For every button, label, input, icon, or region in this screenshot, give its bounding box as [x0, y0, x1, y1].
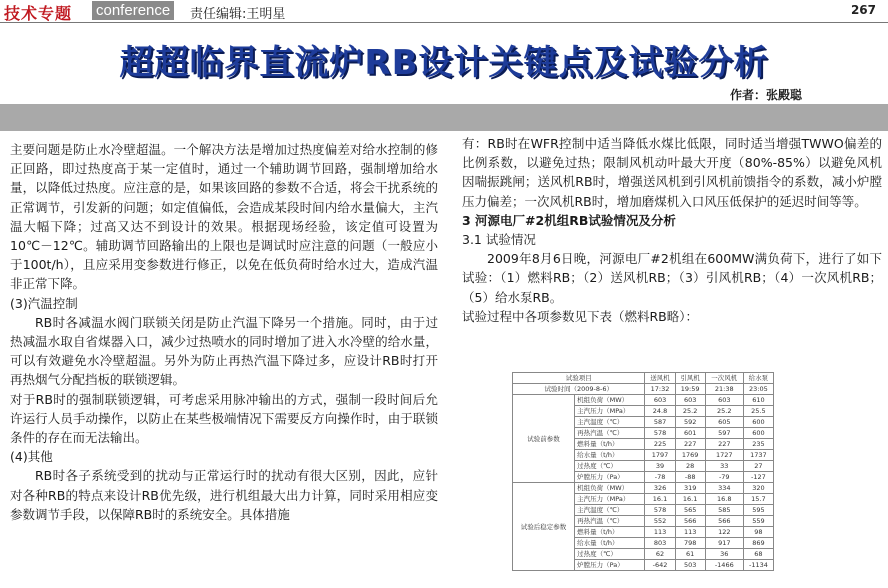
table-cell: 25.5: [743, 406, 773, 417]
paragraph: 对于RB时的强制联锁逻辑，可考虑采用脉冲输出的方式，强制一段时间后允许运行人员手动操作，以防止在某些极端情况下需要反方向操作时，由于联锁条件的存在而无法输出。: [10, 391, 438, 446]
table-cell: 603: [645, 395, 675, 406]
article-title: 超超临界直流炉RB设计关键点及试验分析: [119, 43, 769, 83]
table-cell: 燃料量（t/h）: [575, 527, 645, 538]
table-cell: 603: [705, 395, 743, 406]
table-cell: 61: [675, 549, 705, 560]
table-cell: 一次风机: [705, 373, 743, 384]
table-cell: 39: [645, 461, 675, 472]
paragraph: 有：RB时在WFR控制中适当降低水煤比低限，同时适当增强TWWO偏差的比例系数，以避免过热；限制风机动叶最大开度（80%-85%）以避免风机因喘振跳闸；送风机RB时，增强送风机到引风机前馈指令的系数，减小炉膛压力偏差；一次风机RB时，增加磨煤机入口风压低保护的延迟时间等等。: [462, 136, 882, 209]
table-cell: 21:38: [705, 384, 743, 395]
table-cell: 33: [705, 461, 743, 472]
subheading: (4)其他: [10, 449, 53, 465]
parameter-table-figure: [512, 372, 774, 584]
table-cell: 869: [743, 538, 773, 549]
table-cell: 机组负荷（MW）: [575, 483, 645, 494]
table-cell: 主汽温度（℃）: [575, 505, 645, 516]
table-cell: 1797: [645, 450, 675, 461]
table-cell: 62: [645, 549, 675, 560]
running-header: [0, 0, 888, 23]
section-heading: 3 河源电厂#2机组RB试验情况及分析: [462, 212, 676, 228]
table-cell: 炉膛压力（Pa）: [575, 560, 645, 571]
table-cell: 600: [743, 428, 773, 439]
table-cell: 引风机: [675, 373, 705, 384]
table-cell: 334: [705, 483, 743, 494]
table-cell: 585: [705, 505, 743, 516]
table-cell: 送风机: [645, 373, 675, 384]
column-brand: 技术专题: [4, 4, 73, 23]
table-cell: -79: [705, 472, 743, 483]
table-cell: 试验时间（2009-8-6）: [513, 384, 645, 395]
table-cell: 16.8: [705, 494, 743, 505]
table-cell: 610: [743, 395, 773, 406]
table-cell: 16.1: [675, 494, 705, 505]
table-cell: 605: [705, 417, 743, 428]
table-cell: 25.2: [675, 406, 705, 417]
table-cell: 565: [675, 505, 705, 516]
table-cell: 552: [645, 516, 675, 527]
table-cell: 给水量（t/h）: [575, 538, 645, 549]
table-cell: 597: [705, 428, 743, 439]
table-cell: 再热汽温（℃）: [575, 516, 645, 527]
paragraph: 试验过程中各项参数见下表（燃料RB略）：: [462, 308, 699, 324]
table-cell: 过热度（℃）: [575, 461, 645, 472]
table-cell: 122: [705, 527, 743, 538]
table-cell: 68: [743, 549, 773, 560]
table-cell: 17:32: [645, 384, 675, 395]
table-cell: 25.2: [705, 406, 743, 417]
table-cell: 主汽温度（℃）: [575, 417, 645, 428]
table-cell: 227: [705, 439, 743, 450]
table-row: [513, 384, 774, 395]
paragraph: RB时各子系统受到的扰动与正常运行时的扰动有很大区别，因此，应针对各种RB的特点来设计RB优先级，进行机组最大出力计算，同时采用相应变参数调节手段，以保障RB时的系统安全。具体措施: [10, 468, 438, 522]
table-cell: 592: [675, 417, 705, 428]
table-cell: 15.7: [743, 494, 773, 505]
table-cell: 503: [675, 560, 705, 571]
table-cell: 36: [705, 549, 743, 560]
table-cell: 566: [705, 516, 743, 527]
subheading: (3)汽温控制: [10, 295, 78, 311]
table-cell: 16.1: [645, 494, 675, 505]
table-row: [513, 373, 774, 384]
parameter-table: [512, 372, 774, 571]
left-column: [10, 140, 438, 524]
table-cell: 227: [675, 439, 705, 450]
table-cell: 600: [743, 417, 773, 428]
table-cell: 587: [645, 417, 675, 428]
page-number: 267: [850, 3, 876, 17]
table-cell: 326: [645, 483, 675, 494]
table-cell: 给水量（t/h）: [575, 450, 645, 461]
table-cell: 24.8: [645, 406, 675, 417]
table-cell: 主汽压力（MPa）: [575, 494, 645, 505]
table-cell: 113: [675, 527, 705, 538]
table-cell: 595: [743, 505, 773, 516]
table-cell: 机组负荷（MW）: [575, 395, 645, 406]
table-cell: 113: [645, 527, 675, 538]
table-cell: 19:59: [675, 384, 705, 395]
table-cell: 主汽压力（MPa）: [575, 406, 645, 417]
table-cell: 798: [675, 538, 705, 549]
table-cell: 试验前参数: [513, 395, 575, 483]
table-cell: 1737: [743, 450, 773, 461]
table-cell: -1134: [743, 560, 773, 571]
table-cell: 再热汽温（℃）: [575, 428, 645, 439]
table-cell: 23:05: [743, 384, 773, 395]
table-cell: 炉膛压力（Pa）: [575, 472, 645, 483]
table-cell: -88: [675, 472, 705, 483]
table-cell: 559: [743, 516, 773, 527]
table-cell: -1466: [705, 560, 743, 571]
table-cell: -642: [645, 560, 675, 571]
decorative-band: [0, 104, 888, 131]
table-cell: 98: [743, 527, 773, 538]
table-row: [513, 395, 774, 406]
article-author: 作者：张殿聪: [729, 88, 802, 102]
table-cell: 578: [645, 428, 675, 439]
table-row: [513, 483, 774, 494]
table-cell: 319: [675, 483, 705, 494]
column-brand-english: conference: [92, 1, 174, 20]
table-cell: 28: [675, 461, 705, 472]
paragraph: RB时各减温水阀门联锁关闭是防止汽温下降另一个措施。同时，由于过热减温水取自省煤器入口，减少过热喷水的同时增加了进入水冷壁的给水量，可以有效避免水冷壁超温。另外为防止再热汽温下降过多，应设计RB时打开再热烟气分配挡板的联锁逻辑。: [10, 314, 438, 388]
table-cell: 燃料量（t/h）: [575, 439, 645, 450]
table-cell: -78: [645, 472, 675, 483]
table-cell: 试验项目: [513, 373, 645, 384]
table-cell: -127: [743, 472, 773, 483]
table-cell: 试验后稳定参数: [513, 483, 575, 571]
table-cell: 601: [675, 428, 705, 439]
table-cell: 578: [645, 505, 675, 516]
table-cell: 1727: [705, 450, 743, 461]
table-cell: 235: [743, 439, 773, 450]
table-cell: 225: [645, 439, 675, 450]
table-cell: 过热度（℃）: [575, 549, 645, 560]
table-cell: 803: [645, 538, 675, 549]
paragraph: 2009年8月6日晚，河源电厂#2机组在600MW满负荷下，进行了如下试验：（1）燃料RB；（2）送风机RB；（3）引风机RB；（4）一次风机RB；（5）给水泵RB。: [462, 251, 882, 305]
right-column: [462, 134, 882, 326]
paragraph: 主要问题是防止水冷壁超温。一个解决方法是增加过热度偏差对给水控制的修正回路，即过热度高于某一定值时，通过一个辅助调节回路，强制增加给水量，以降低过热度。应注意的是，如果该回路的参数不合适，将会干扰系统的正常调节，引发新的问题；如定值偏低，会造成某段时间内给水量偏大，主汽温大幅下降；过高又达不到设计的效果。根据现场经验，该定值可设置为10℃－12℃。辅助调节回路输出的上限也是调试时应注意的问题（一般应小于100t/h），且应采用变参数进行修正，以免在低负荷时给水过大，造成汽温非正常下降。: [10, 142, 438, 292]
table-cell: 603: [675, 395, 705, 406]
table-cell: 566: [675, 516, 705, 527]
table-cell: 给水泵: [743, 373, 773, 384]
table-cell: 1769: [675, 450, 705, 461]
subsection-heading: 3.1 试验情况: [462, 232, 536, 248]
table-cell: 320: [743, 483, 773, 494]
table-cell: 917: [705, 538, 743, 549]
responsible-editor: 责任编辑:王明星: [190, 7, 286, 22]
table-cell: 27: [743, 461, 773, 472]
